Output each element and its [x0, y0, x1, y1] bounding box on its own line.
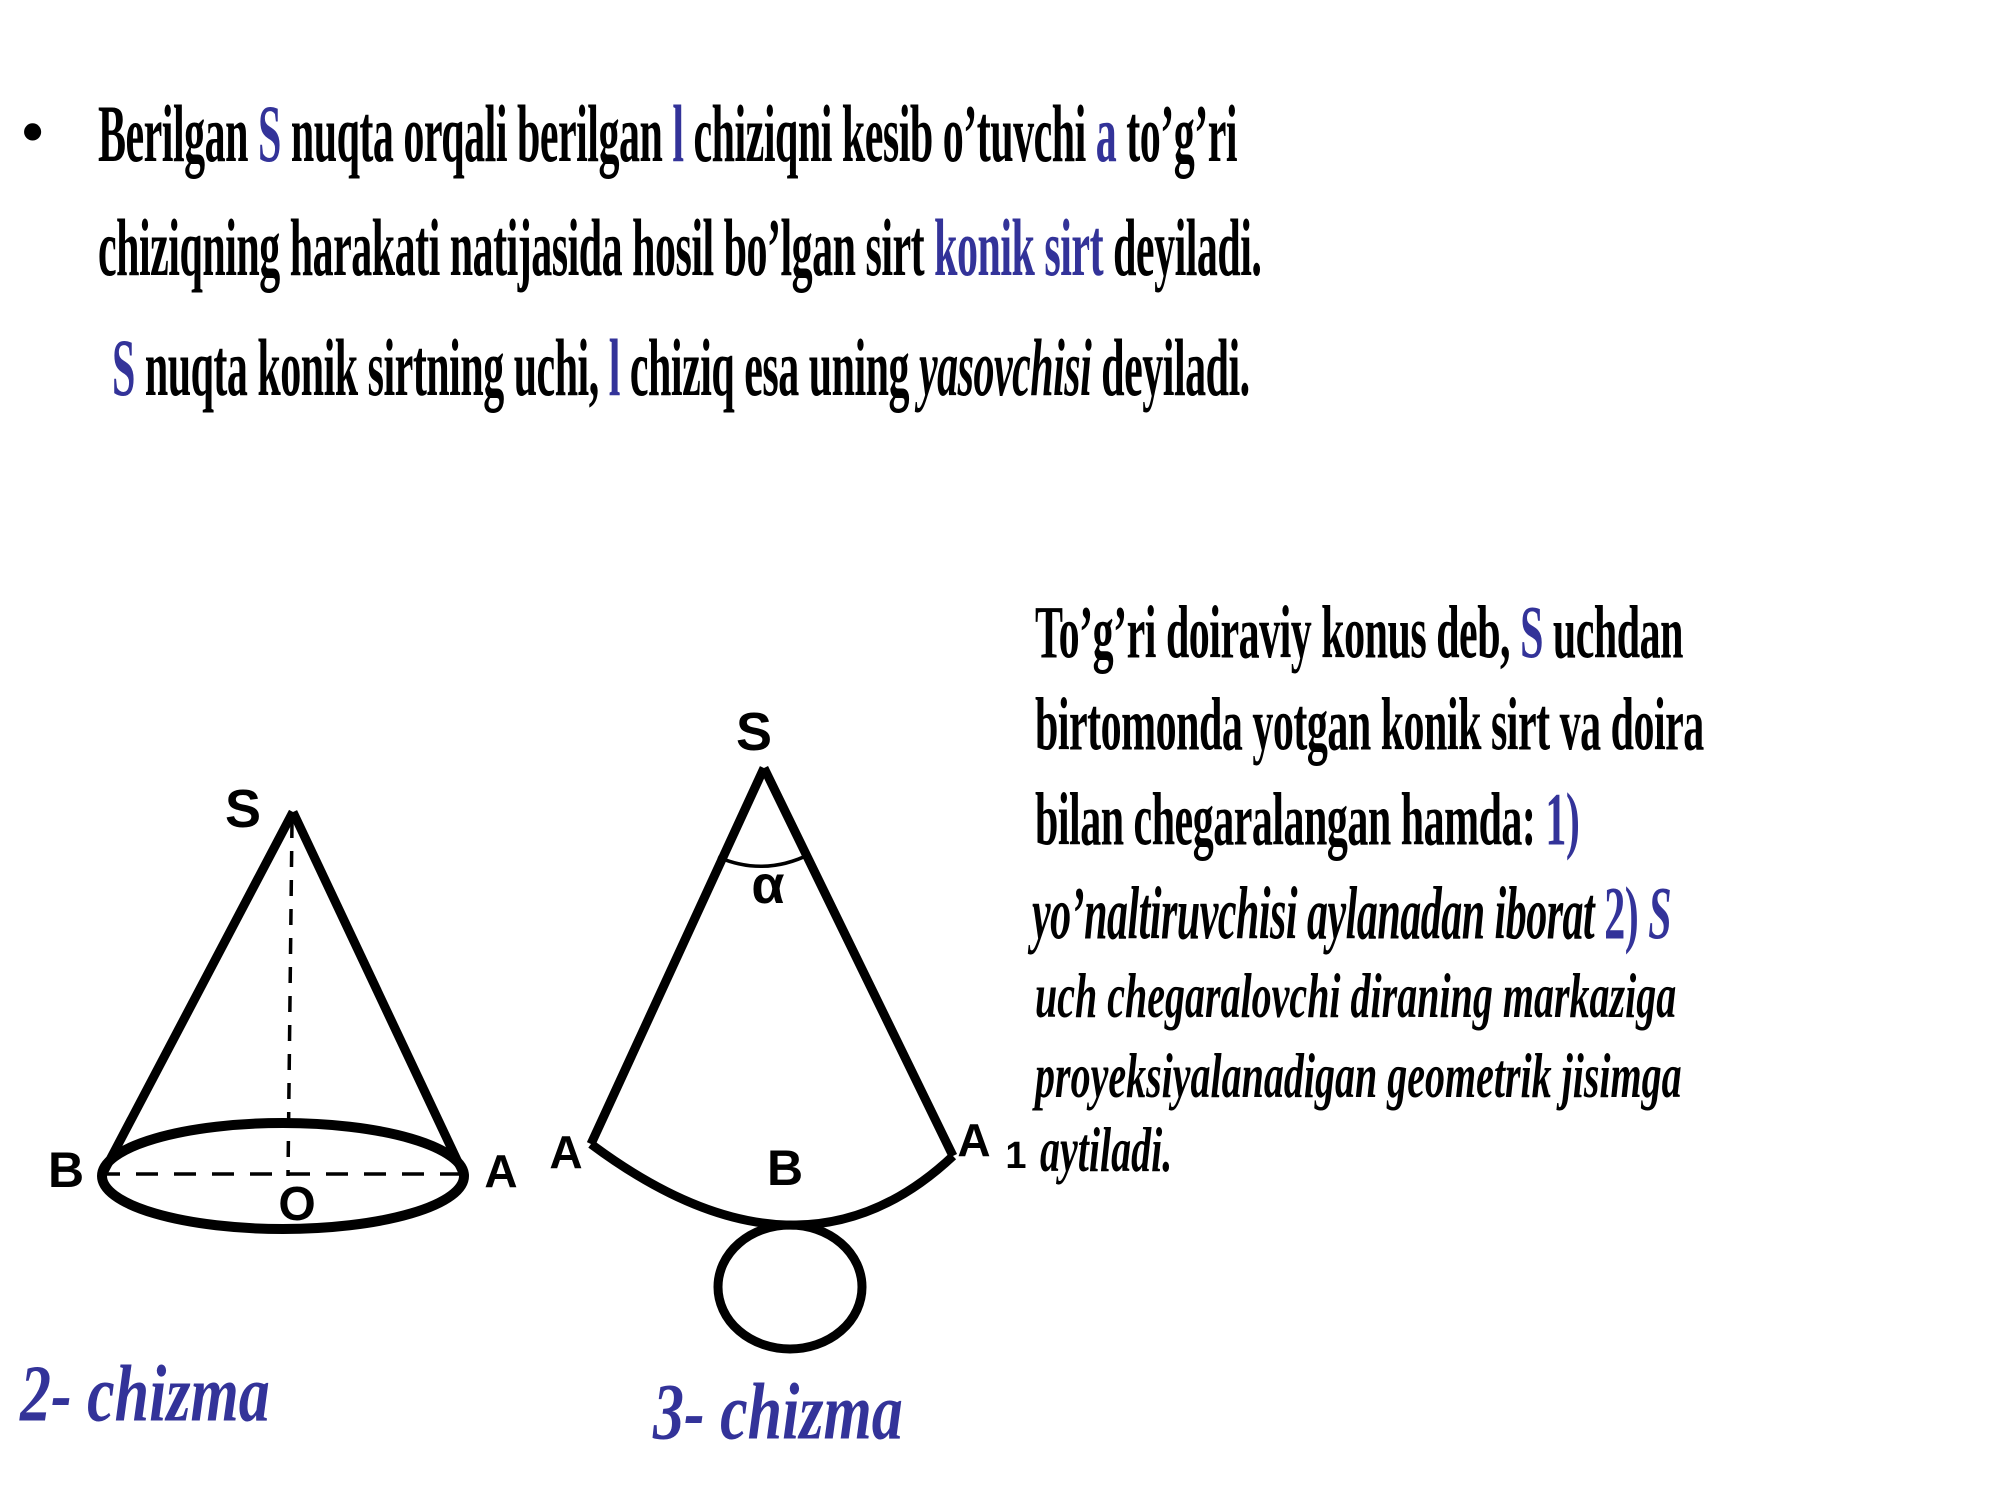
sector-diagram [549, 702, 1026, 1349]
text-segment: uch chegaralovchi diraning markaziga [1035, 959, 1677, 1032]
directrix-circle [718, 1225, 862, 1349]
text-segment: chiziqning harakati natijasida hosil bo’lgan sirt [98, 204, 935, 295]
sector-point-a-left-label: A [549, 1126, 583, 1178]
text-segment: birtomonda yotgan konik sirt va doira [1035, 684, 1704, 768]
sector-right-edge [764, 768, 953, 1156]
text-segment: deyiladi. [1091, 324, 1250, 415]
text-segment: aytiladi. [1040, 1113, 1173, 1186]
text-segment: nuqta orqali berilgan [280, 90, 673, 181]
sector-left-edge [591, 768, 764, 1144]
text-segment: S [1520, 592, 1543, 676]
text-segment: proyeksiyalanadigan geometrik jisimga [1035, 1039, 1682, 1112]
text-segment: 1) [1545, 779, 1580, 863]
text-segment: uchdan [1542, 592, 1683, 676]
sector-point-a1-label: A [957, 1114, 991, 1166]
cone-point-a-label: A [484, 1145, 518, 1197]
caption-3-chizma: 3- chizma [653, 1368, 903, 1457]
text-segment: l [608, 324, 620, 415]
text-segment: yo’naltiruvchisi aylanadan iborat [1032, 873, 1605, 957]
sector-apex-label: S [735, 702, 773, 762]
cone-center-o-label: O [278, 1178, 316, 1231]
text-segment: l [672, 90, 684, 181]
text-segment: a [1095, 90, 1117, 181]
text-segment: bilan chegaralangan hamda: [1035, 779, 1546, 863]
text-segment: yasovchisi [918, 324, 1092, 415]
sector-angle-alpha-label: α [751, 855, 785, 915]
sector-point-a1-subscript: 1 [1005, 1135, 1027, 1177]
text-segment: Berilgan [98, 90, 258, 181]
text-segment: To’g’ri doiraviy konus deb, [1035, 592, 1521, 676]
text-segment: chiziq esa uning [619, 324, 919, 415]
text-segment: S [112, 324, 135, 415]
text-segment: konik sirt [934, 204, 1104, 295]
caption-2-chizma: 2- chizma [20, 1350, 270, 1439]
text-segment: to’g’ri [1116, 90, 1238, 181]
text-segment: deyiladi. [1103, 204, 1262, 295]
cone-point-b-label: B [47, 1142, 85, 1198]
text-segment: nuqta konik sirtning uchi, [134, 324, 609, 415]
sector-point-b-label: B [766, 1140, 804, 1196]
cone-apex-label: S [224, 779, 262, 839]
bullet-marker: • [20, 92, 46, 172]
text-segment: chiziqni kesib o’tuvchi [683, 90, 1096, 181]
text-segment: S [258, 90, 281, 181]
text-segment: S [1648, 873, 1672, 957]
cone-diagram [48, 779, 518, 1231]
text-segment: 2) [1604, 873, 1649, 957]
